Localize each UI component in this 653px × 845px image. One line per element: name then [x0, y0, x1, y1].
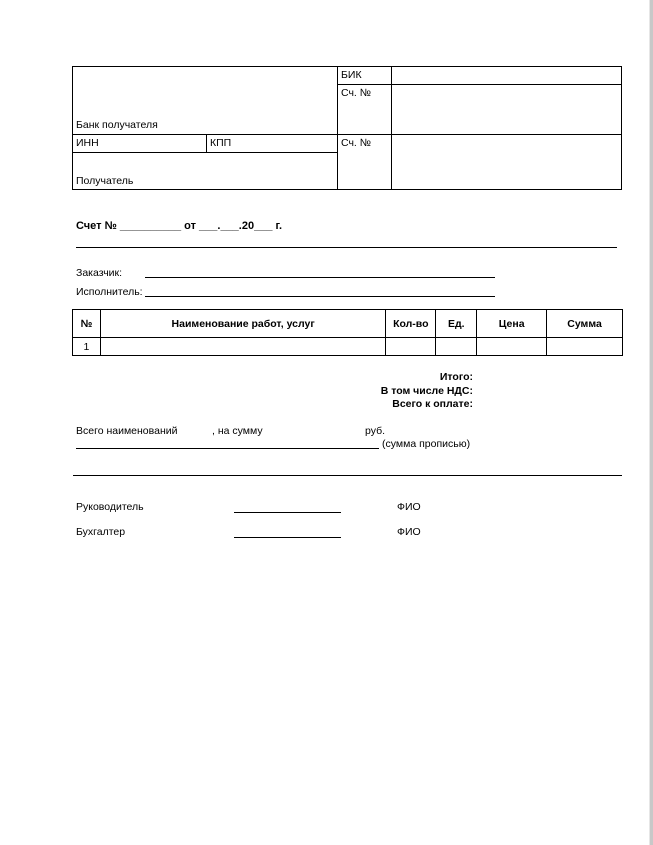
- bik-row-line: [337, 84, 622, 85]
- inn-row-line: [72, 152, 337, 153]
- column-header-number: №: [73, 310, 101, 338]
- row-price-cell: [477, 338, 547, 356]
- row-name-cell: [100, 338, 385, 356]
- summary-separator: [73, 475, 622, 476]
- items-count-label: Всего наименований: [76, 425, 178, 437]
- total-label: Итого:: [439, 371, 473, 383]
- row-unit-cell: [436, 338, 477, 356]
- table-header-row: [73, 310, 623, 338]
- sum-in-words-label: (сумма прописью): [382, 438, 471, 450]
- director-signature-line: [234, 512, 341, 513]
- contractor-label: Исполнитель:: [76, 286, 143, 298]
- column-header-sum: Сумма: [547, 310, 623, 338]
- bank-box-middle-line: [72, 134, 622, 135]
- title-underline: [76, 247, 617, 248]
- sum-in-words-line: [76, 448, 379, 449]
- column-header-qty: Кол-во: [386, 310, 436, 338]
- director-label: Руководитель: [76, 501, 144, 513]
- bik-label: БИК: [341, 69, 362, 81]
- customer-label: Заказчик:: [76, 267, 123, 279]
- director-fio-label: ФИО: [397, 501, 421, 513]
- row-sum-cell: [547, 338, 623, 356]
- customer-field-line: [145, 277, 495, 278]
- total-sum-label: , на сумму: [212, 425, 263, 437]
- recipient-account-label: Сч. №: [341, 137, 372, 149]
- table-row: [73, 338, 623, 356]
- amount-due-label: Всего к оплате:: [392, 398, 473, 410]
- accountant-label: Бухгалтер: [76, 526, 126, 538]
- invoice-title: Счет № __________ от ___.___.20___ г.: [76, 220, 283, 232]
- items-table: [72, 309, 623, 356]
- accountant-signature-line: [234, 537, 341, 538]
- kpp-label: КПП: [210, 137, 232, 149]
- bank-name-label: Банк получателя: [76, 119, 158, 131]
- column-header-unit: Ед.: [436, 310, 477, 338]
- column-header-name: Наименование работ, услуг: [100, 310, 385, 338]
- inn-label: ИНН: [76, 137, 99, 149]
- account-number-label: Сч. №: [341, 87, 372, 99]
- accountant-fio-label: ФИО: [397, 526, 421, 538]
- inn-kpp-divider: [206, 134, 207, 152]
- recipient-label: Получатель: [76, 175, 134, 187]
- row-qty-cell: [386, 338, 436, 356]
- vat-label: В том числе НДС:: [380, 385, 473, 397]
- contractor-field-line: [145, 296, 495, 297]
- column-header-price: Цена: [477, 310, 547, 338]
- currency-label: руб.: [365, 425, 386, 437]
- row-number-cell: 1: [73, 338, 101, 356]
